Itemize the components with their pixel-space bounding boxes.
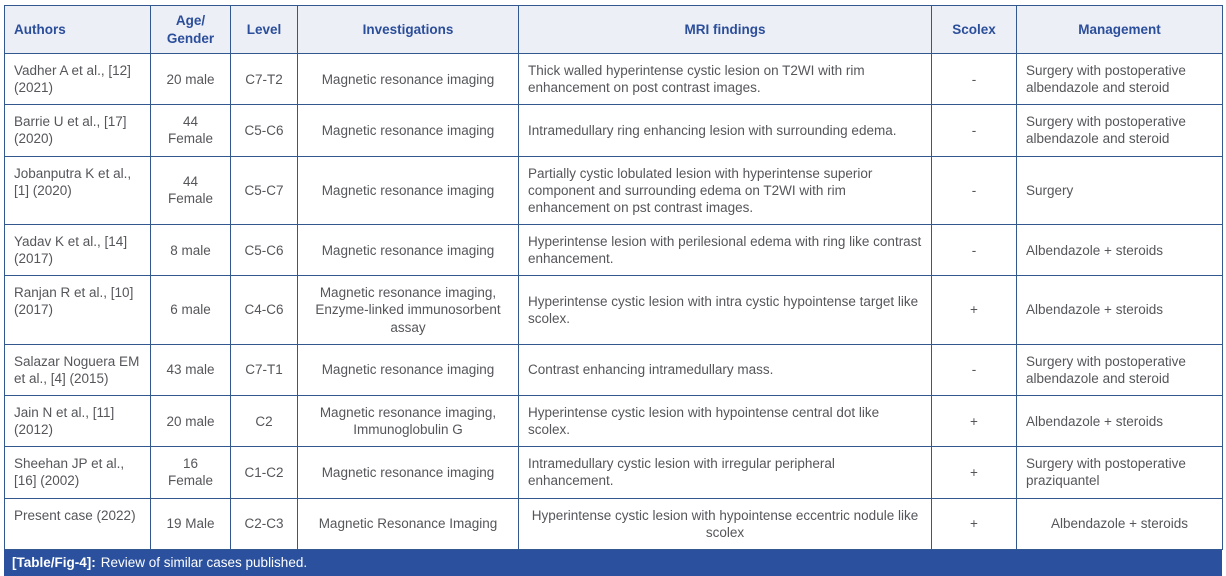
column-header-level: Level bbox=[231, 6, 298, 54]
cell-scolex: + bbox=[932, 447, 1017, 498]
cell-authors: Sheehan JP et al., [16] (2002) bbox=[5, 447, 151, 498]
cell-level: C2-C3 bbox=[231, 498, 298, 549]
caption-label: [Table/Fig-4]: bbox=[12, 554, 96, 570]
cell-scolex: - bbox=[932, 344, 1017, 395]
cell-management: Surgery with postoperative albendazole and steroid bbox=[1017, 54, 1223, 105]
table-caption bbox=[4, 550, 1222, 576]
column-header-authors: Authors bbox=[5, 6, 151, 54]
column-header-investigations: Investigations bbox=[298, 6, 519, 54]
caption-text: Review of similar cases published. bbox=[100, 554, 308, 570]
table-row bbox=[5, 395, 1223, 446]
table-row bbox=[5, 105, 1223, 156]
cell-scolex: - bbox=[932, 156, 1017, 224]
cell-investigations: Magnetic resonance imaging bbox=[298, 344, 519, 395]
cell-management: Albendazole + steroids bbox=[1017, 224, 1223, 275]
cell-investigations: Magnetic resonance imaging bbox=[298, 447, 519, 498]
cell-level: C5-C6 bbox=[231, 105, 298, 156]
cell-level: C5-C7 bbox=[231, 156, 298, 224]
cell-mri_findings: Hyperintense cystic lesion with intra cystic hypointense target like scolex. bbox=[519, 276, 932, 344]
cell-level: C7-T2 bbox=[231, 54, 298, 105]
cell-level: C7-T1 bbox=[231, 344, 298, 395]
cell-age_gender: 8 male bbox=[151, 224, 231, 275]
cell-age_gender: 44 Female bbox=[151, 105, 231, 156]
cell-age_gender: 20 male bbox=[151, 54, 231, 105]
column-header-management: Management bbox=[1017, 6, 1223, 54]
cell-authors: Barrie U et al., [17] (2020) bbox=[5, 105, 151, 156]
column-header-age-gender: Age/ Gender bbox=[151, 6, 231, 54]
cell-investigations: Magnetic resonance imaging bbox=[298, 224, 519, 275]
cell-investigations: Magnetic Resonance Imaging bbox=[298, 498, 519, 549]
cell-age_gender: 6 male bbox=[151, 276, 231, 344]
cell-age_gender: 19 Male bbox=[151, 498, 231, 549]
cell-level: C2 bbox=[231, 395, 298, 446]
cell-management: Albendazole + steroids bbox=[1017, 498, 1223, 549]
cell-authors: Yadav K et al., [14] (2017) bbox=[5, 224, 151, 275]
table-row bbox=[5, 54, 1223, 105]
table-body bbox=[5, 54, 1223, 550]
cell-authors: Salazar Noguera EM et al., [4] (2015) bbox=[5, 344, 151, 395]
cell-age_gender: 44 Female bbox=[151, 156, 231, 224]
cell-mri_findings: Thick walled hyperintense cystic lesion on T2WI with rim enhancement on post contrast images. bbox=[519, 54, 932, 105]
table-row bbox=[5, 156, 1223, 224]
cell-level: C4-C6 bbox=[231, 276, 298, 344]
table-row bbox=[5, 224, 1223, 275]
cell-authors: Vadher A et al., [12] (2021) bbox=[5, 54, 151, 105]
cases-table bbox=[4, 5, 1223, 550]
cell-investigations: Magnetic resonance imaging bbox=[298, 54, 519, 105]
table-row bbox=[5, 447, 1223, 498]
cell-level: C1-C2 bbox=[231, 447, 298, 498]
column-header-scolex: Scolex bbox=[932, 6, 1017, 54]
cell-management: Surgery with postoperative albendazole and steroid bbox=[1017, 105, 1223, 156]
cell-scolex: + bbox=[932, 276, 1017, 344]
table-row bbox=[5, 498, 1223, 549]
column-header-mri-findings: MRI findings bbox=[519, 6, 932, 54]
cell-authors: Present case (2022) bbox=[5, 498, 151, 549]
cell-scolex: - bbox=[932, 105, 1017, 156]
cell-mri_findings: Intramedullary ring enhancing lesion with surrounding edema. bbox=[519, 105, 932, 156]
cell-scolex: - bbox=[932, 224, 1017, 275]
cell-authors: Jain N et al., [11] (2012) bbox=[5, 395, 151, 446]
cell-mri_findings: Hyperintense cystic lesion with hypointense eccentric nodule like scolex bbox=[519, 498, 932, 549]
cell-scolex: + bbox=[932, 395, 1017, 446]
cell-scolex: - bbox=[932, 54, 1017, 105]
table-row bbox=[5, 344, 1223, 395]
cell-mri_findings: Contrast enhancing intramedullary mass. bbox=[519, 344, 932, 395]
cell-mri_findings: Hyperintense lesion with perilesional edema with ring like contrast enhancement. bbox=[519, 224, 932, 275]
cell-mri_findings: Partially cystic lobulated lesion with hyperintense superior component and surrounding edema on T2WI with rim enhancement on pst contrast images. bbox=[519, 156, 932, 224]
cell-investigations: Magnetic resonance imaging, Immunoglobulin G bbox=[298, 395, 519, 446]
cell-management: Surgery with postoperative albendazole and steroid bbox=[1017, 344, 1223, 395]
cell-age_gender: 20 male bbox=[151, 395, 231, 446]
cell-investigations: Magnetic resonance imaging bbox=[298, 156, 519, 224]
cell-mri_findings: Intramedullary cystic lesion with irregular peripheral enhancement. bbox=[519, 447, 932, 498]
cell-scolex: + bbox=[932, 498, 1017, 549]
table-row bbox=[5, 276, 1223, 344]
cell-management: Surgery bbox=[1017, 156, 1223, 224]
cell-age_gender: 16 Female bbox=[151, 447, 231, 498]
cell-level: C5-C6 bbox=[231, 224, 298, 275]
cell-age_gender: 43 male bbox=[151, 344, 231, 395]
header-row bbox=[5, 6, 1223, 54]
cell-authors: Jobanputra K et al., [1] (2020) bbox=[5, 156, 151, 224]
cell-management: Albendazole + steroids bbox=[1017, 276, 1223, 344]
cell-authors: Ranjan R et al., [10] (2017) bbox=[5, 276, 151, 344]
cell-management: Surgery with postoperative praziquantel bbox=[1017, 447, 1223, 498]
cell-management: Albendazole + steroids bbox=[1017, 395, 1223, 446]
cell-mri_findings: Hyperintense cystic lesion with hypointense central dot like scolex. bbox=[519, 395, 932, 446]
cell-investigations: Magnetic resonance imaging bbox=[298, 105, 519, 156]
cell-investigations: Magnetic resonance imaging, Enzyme-linked immunosorbent assay bbox=[298, 276, 519, 344]
